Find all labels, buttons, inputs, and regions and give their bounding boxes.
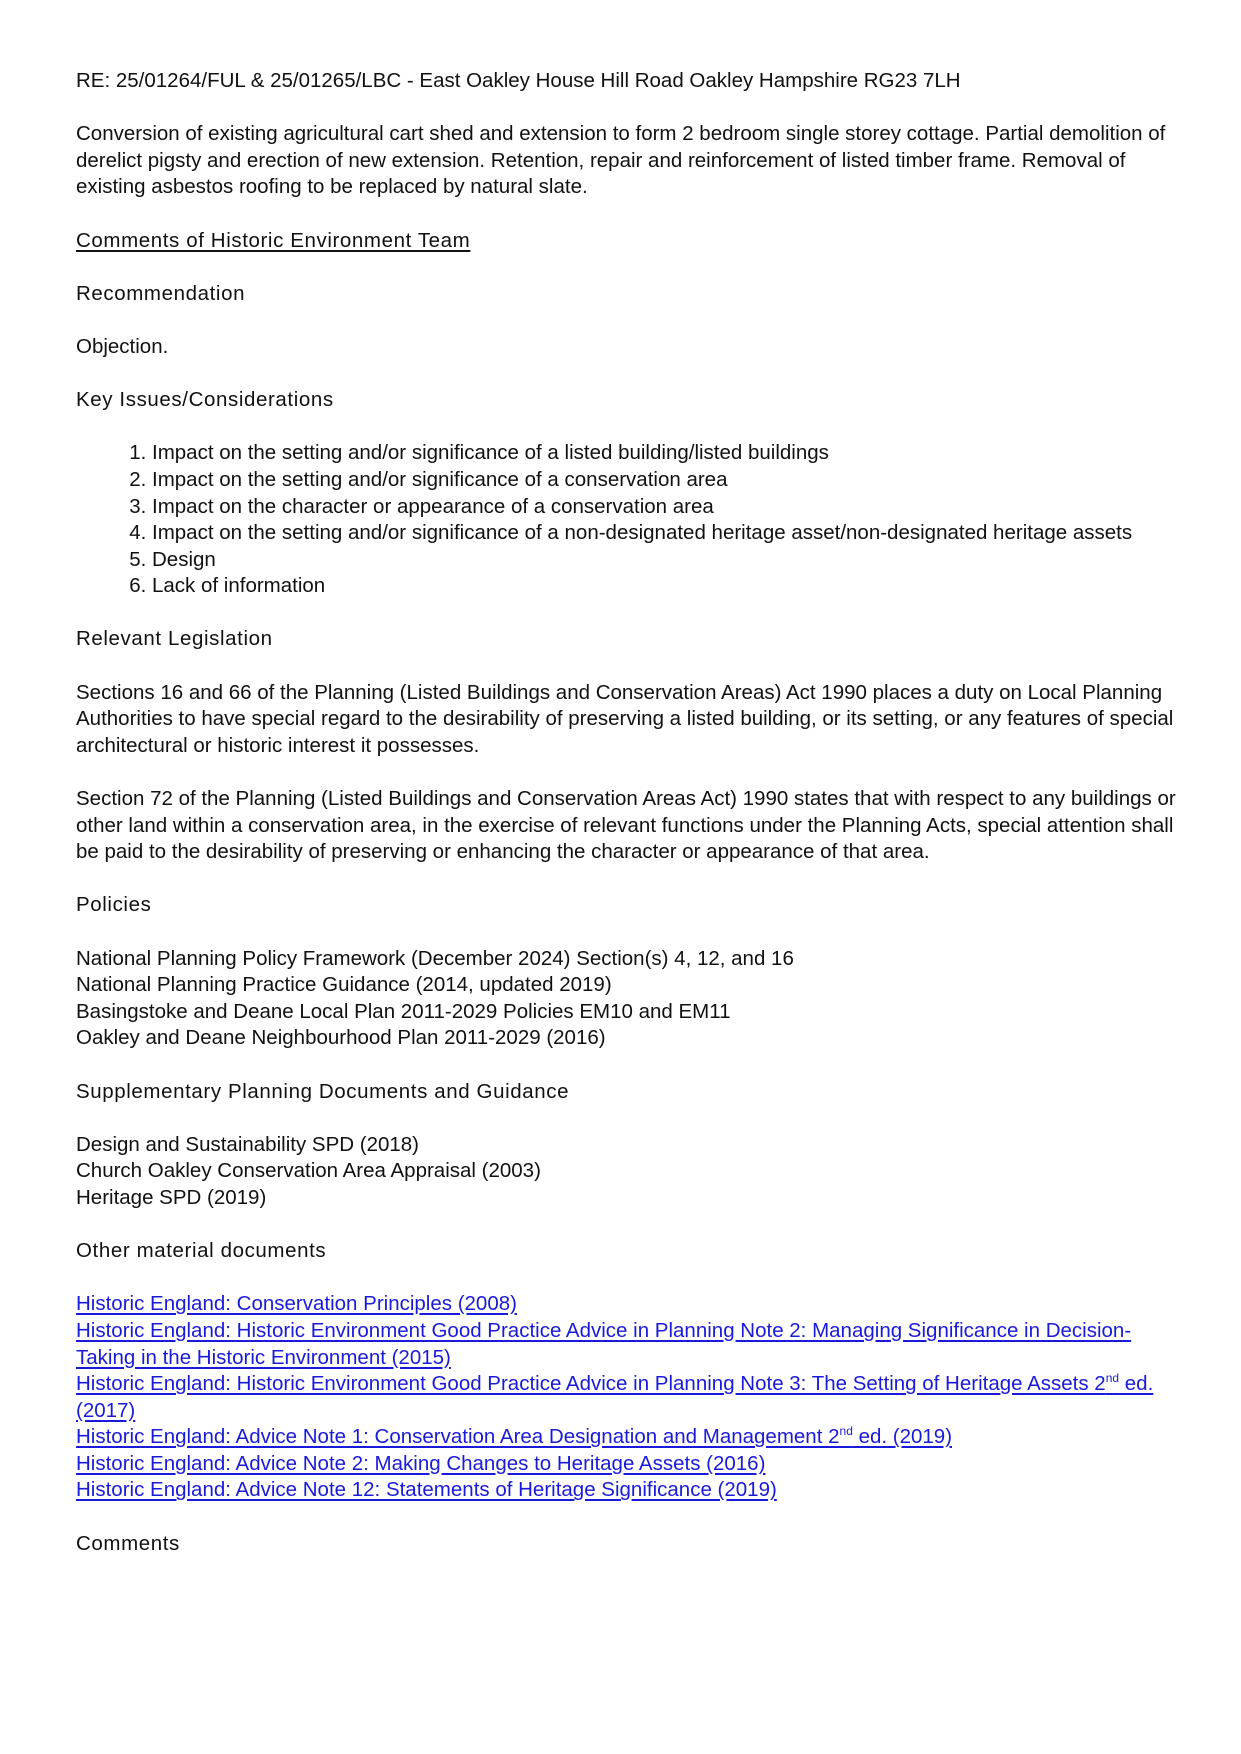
link-advice-note-1[interactable] [76, 1424, 1181, 1451]
list-item: 5. Design [152, 547, 1181, 574]
link-text: Historic England: Advice Note 12: Statements of Heritage Significance (2019) [76, 1478, 777, 1502]
policies-list [76, 946, 1181, 1052]
list-item: 1. Impact on the setting and/or significance of a listed building/listed buildings [152, 440, 1181, 467]
other-docs-links [76, 1291, 1181, 1504]
link-text: ed. (2019) [852, 1425, 953, 1449]
policy-item: Oakley and Deane Neighbourhood Plan 2011-2029 (2016) [76, 1026, 606, 1050]
re-line: RE: 25/01264/FUL & 25/01265/LBC - East Oakley House Hill Road Oakley Hampshire RG23 7LH [76, 69, 961, 92]
spd-item: Design and Sustainability SPD (2018) [76, 1132, 419, 1156]
key-issues-heading: Key Issues/Considerations [76, 388, 334, 412]
other-docs-heading: Other material documents [76, 1239, 327, 1263]
legislation-heading: Relevant Legislation [76, 627, 273, 651]
link-conservation-principles[interactable] [76, 1291, 1181, 1318]
recommendation-heading: Recommendation [76, 281, 246, 305]
list-item: 2. Impact on the setting and/or significance of a conservation area [152, 467, 1181, 494]
link-advice-note-12[interactable] [76, 1477, 1181, 1504]
policies-heading: Policies [76, 893, 152, 917]
legislation-paragraph: Section 72 of the Planning (Listed Buildings and Conservation Areas Act) 1990 states that with respect to any buildings or other land within a conservation area, in the exercise of relevant functions under the Planning Acts, special attention shall be paid to the desirability of preserving or enhancing the character or appearance of that area. [76, 787, 1176, 864]
list-item: 3. Impact on the character or appearance of a conservation area [152, 494, 1181, 521]
link-text: Historic England: Advice Note 1: Conservation Area Designation and Management 2 [76, 1425, 840, 1449]
link-text: Historic England: Historic Environment Good Practice Advice in Planning Note 3: The Setting of Heritage Assets 2 [76, 1372, 1106, 1396]
superscript: nd [839, 1424, 853, 1439]
link-gpa3[interactable] [76, 1371, 1181, 1424]
list-item: 4. Impact on the setting and/or significance of a non-designated heritage asset/non-designated heritage assets [152, 520, 1181, 547]
spd-item: Heritage SPD (2019) [76, 1185, 267, 1209]
comments-heading: Comments [76, 1531, 180, 1555]
proposal-description: Conversion of existing agricultural cart shed and extension to form 2 bedroom single storey cottage. Partial demolition of derelict pigsty and erection of new extension. Retention, repair and reinforcement of listed timber frame. Removal of existing asbestos roofing to be replaced by natural slate. [76, 122, 1166, 199]
spd-item: Church Oakley Conservation Area Appraisal (2003) [76, 1159, 541, 1183]
link-advice-note-2[interactable] [76, 1451, 1181, 1478]
link-text: ed. (2017) [76, 1372, 1154, 1422]
policy-item: National Planning Practice Guidance (2014, updated 2019) [76, 973, 612, 997]
link-text: Historic England: Historic Environment Good Practice Advice in Planning Note 2: Managing Significance in Decision-Taking in the Historic Environment (2015) [76, 1318, 1132, 1369]
spd-heading: Supplementary Planning Documents and Guidance [76, 1079, 570, 1103]
superscript: nd [1105, 1371, 1120, 1386]
recommendation-text: Objection. [76, 334, 169, 358]
policy-item: National Planning Policy Framework (December 2024) Section(s) 4, 12, and 16 [76, 946, 794, 970]
key-issues-list [76, 440, 1181, 600]
link-text: Historic England: Advice Note 2: Making Changes to Heritage Assets (2016) [76, 1451, 766, 1475]
list-item: 6. Lack of information [152, 573, 1181, 600]
link-text: Historic England: Conservation Principles (2008) [76, 1292, 517, 1316]
spd-list [76, 1132, 1181, 1212]
link-gpa2[interactable] [76, 1318, 1181, 1371]
policy-item: Basingstoke and Deane Local Plan 2011-2029 Policies EM10 and EM11 [76, 999, 731, 1023]
team-heading: Comments of Historic Environment Team [76, 228, 471, 252]
legislation-paragraph: Sections 16 and 66 of the Planning (Listed Buildings and Conservation Areas) Act 1990 places a duty on Local Planning Authorities to have special regard to the desirability of preserving a listed building, or its setting, or any features of special architectural or historic interest it possesses. [76, 680, 1174, 757]
